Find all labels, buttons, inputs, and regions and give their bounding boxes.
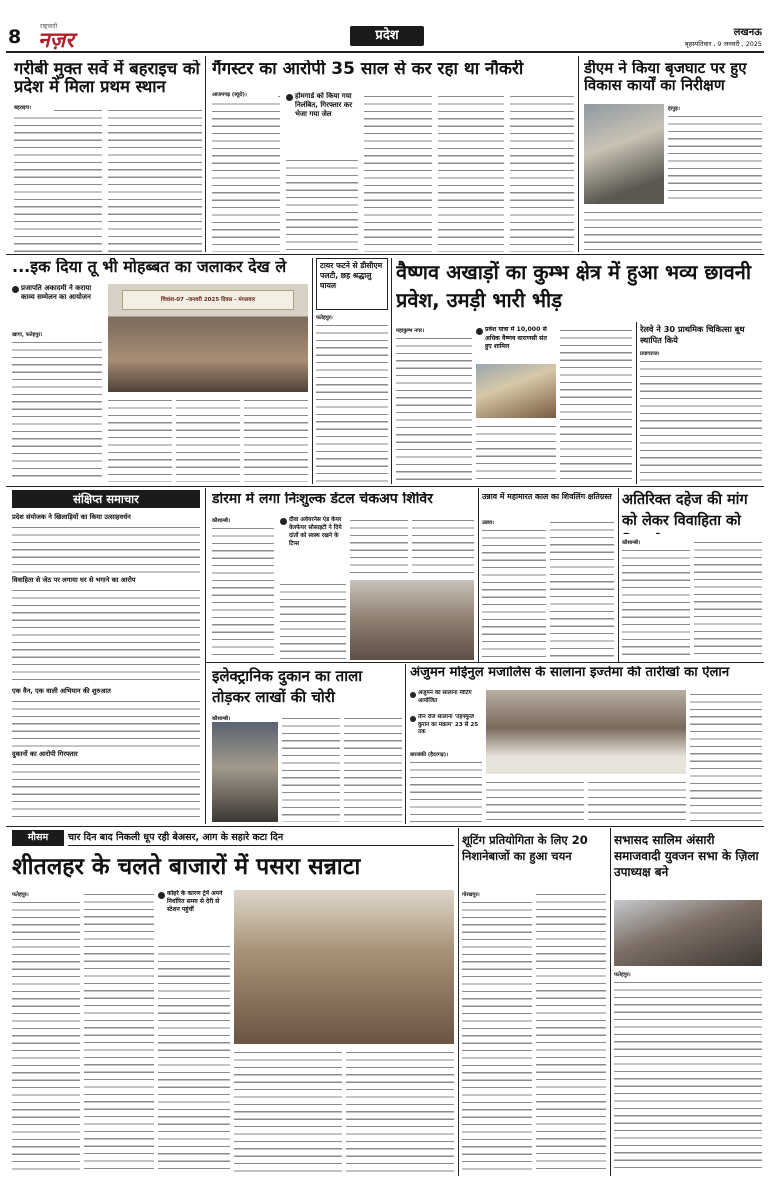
dateline-gorakhpur: गोरखपुर। xyxy=(462,892,480,898)
story-body-dcm xyxy=(316,321,388,482)
news-photo-dental-camp xyxy=(350,580,474,660)
story-body-weather-2 xyxy=(84,890,154,1174)
story-body-gangster-4 xyxy=(438,92,504,252)
gangster-sidebar xyxy=(286,92,358,152)
dental-sidebar xyxy=(280,516,346,576)
news-photo-anjuman-meeting xyxy=(486,690,686,774)
anjuman-side-2-text: तीन रोज सालाना 'तहफ्फुजे कुरान का मक़ाम' 23 से 25 तक xyxy=(418,714,479,736)
dateline-kaushambi-dental: कौशाम्बी। xyxy=(212,518,231,524)
story-body-dowry-2 xyxy=(694,538,762,660)
gangster-sidebar-text: होमगार्ड को किया गया निलंबित, गिरफ्तार कर भेजा गया जेल xyxy=(295,92,353,118)
col-rule-6 xyxy=(205,488,206,824)
brief-item4-body xyxy=(12,760,200,822)
row-rule-3 xyxy=(206,662,764,663)
story-body-poetry-4 xyxy=(244,396,308,482)
dateline-kaushambi-dowry: कौशाम्बी। xyxy=(622,540,641,546)
brief-item2-body xyxy=(12,586,200,684)
news-photo-dm-inspection xyxy=(584,104,664,204)
circle-bullet-icon xyxy=(286,94,293,101)
col-rule-4 xyxy=(391,258,392,484)
dateline-gangster: आजमगढ़ (ब्यूरो)। xyxy=(212,90,278,98)
circle-bullet-icon xyxy=(410,692,416,698)
circle-bullet-icon xyxy=(280,518,287,525)
story-body-anjuman-3 xyxy=(588,778,686,822)
story-body-akhada-3 xyxy=(560,326,632,484)
circle-bullet-icon xyxy=(476,328,483,335)
col-rule-3 xyxy=(312,258,313,484)
akhada-sidebar xyxy=(476,326,556,362)
story-body-dental-2 xyxy=(280,580,346,660)
story-body-weather-5 xyxy=(346,1048,454,1174)
col-rule-5 xyxy=(636,322,637,484)
paper-logo: नज़र xyxy=(38,28,74,50)
event-banner: चित्रांश-07 -जनवरी 2025 दिवस - मंगलवार xyxy=(122,290,294,310)
story-body-dowry-1 xyxy=(622,546,690,660)
news-photo-shop-theft xyxy=(212,722,278,822)
headline-unnao-shivling: उन्नाव में महामारत काल का शिवलिंग क्षतिग्रस्त xyxy=(482,492,612,501)
story-body-dental-4 xyxy=(412,516,474,576)
dateline-unnao: उन्नाव। xyxy=(482,520,494,526)
story-body-weather-3 xyxy=(158,942,230,1174)
story-body-hapur-2 xyxy=(584,208,762,252)
brief-item3-body xyxy=(12,697,200,747)
story-body-weather-1 xyxy=(12,898,80,1174)
dateline-prayagraj: प्रयागराज। xyxy=(640,351,660,357)
brief-item1-title: प्रदेश संयोजक ने खिलाड़ियों का किया उत्साहवर्धन xyxy=(12,513,131,521)
headline-shooting: शूटिंग प्रतियोगिता के लिए 20 निशानेबाजों का हुआ चयन xyxy=(462,833,588,863)
circle-bullet-icon xyxy=(410,716,416,722)
story-body-bahraich-1 xyxy=(14,106,102,254)
dateline-kaushambi-theft: कौशाम्बी। xyxy=(212,716,231,722)
story-body-akhada-2 xyxy=(476,422,556,484)
paper-tagline: राष्ट्रवादी xyxy=(40,23,58,30)
headline-cold-wave: शीतलहर के चलते बाजारों में पसरा सन्नाटा xyxy=(12,854,361,880)
brief-item3-title: एक वैन, एक वाली अभियान की शुरुआत xyxy=(12,687,111,695)
story-body-dental-1 xyxy=(212,524,274,660)
story-body-gangster-5 xyxy=(510,92,574,252)
row-rule-4 xyxy=(6,826,764,827)
story-body-gangster-1 xyxy=(212,92,280,252)
story-body-gangster-2 xyxy=(286,156,358,252)
story-body-salim xyxy=(614,978,762,1174)
headline-hapur-dm: डीएम ने किया बृजघाट पर हुए विकास कार्यों का निरीक्षण xyxy=(584,60,747,94)
headline-dcm-box xyxy=(316,258,388,310)
col-rule-2 xyxy=(578,56,579,252)
issue-date: बृहस्पतिवार , 9 जनवरी , 2025 xyxy=(685,40,762,48)
headline-gangster: गैंगस्टर का आरोपी 35 साल से कर रहा था नौकरी xyxy=(212,60,524,79)
headline-salim-ansari: सभासद सालिम अंसारी समाजवादी युवजन सभा के ज़िला उपाध्यक्ष बने xyxy=(614,833,759,879)
brief-item1-body xyxy=(12,523,200,573)
headline-anjuman: अंजुमन मोईनुल मजालिस के सालाना इज्तेमा की तारीखों का ऐलान xyxy=(410,666,730,680)
story-body-anjuman-1 xyxy=(410,758,482,822)
col-rule-10 xyxy=(458,828,459,1176)
story-body-anjuman-4 xyxy=(690,690,762,822)
weather-sidebar-text: कोहरे के कारण ट्रेनें अपने निर्धारित समय से देरी से स्टेशन पहुंचीं xyxy=(167,890,223,914)
akhada-sidebar-text: प्रवेश यात्रा में 10,000 से अधिक वैष्णव वाराणसी संत हुए शामिल xyxy=(485,326,547,351)
dateline-hapur: हापुड़। xyxy=(668,106,680,112)
dateline-haidergarh: बाराबंकी (हैदरगढ़)। xyxy=(410,752,449,758)
section-label: प्रदेश xyxy=(350,26,424,46)
dateline-bahraich: बहराइच। xyxy=(14,103,54,111)
headline-theft: इलेक्ट्रानिक दुकान का ताला तोड़कर लाखों की चोरी xyxy=(212,667,363,706)
col-rule-9 xyxy=(405,664,406,824)
col-rule-7 xyxy=(478,488,479,662)
anjuman-side-2 xyxy=(410,714,482,746)
story-body-theft-1 xyxy=(282,714,340,822)
story-body-unnao-2 xyxy=(550,518,614,660)
dateline-fatehpur-dcm: फतेहपुर। xyxy=(316,315,333,321)
row-rule-1 xyxy=(6,254,764,255)
brief-item4-title: दुकानों का आरोपी गिरफ्तार xyxy=(12,750,78,758)
story-body-hapur-1 xyxy=(668,112,762,204)
headline-dcm: टायर फटने से डीसीएम पलटी, छह श्रद्धालु घायल xyxy=(320,261,383,290)
story-body-weather-4 xyxy=(234,1048,342,1174)
story-body-poetry-2 xyxy=(108,396,172,482)
dental-sidebar-text: दीवा अवेयरनेस एंड केयर वेलफेयर सोसाइटी ने दिये दांतों को स्वस्थ रखने के टिप्स xyxy=(289,517,342,547)
headline-poetry: ...इक दिया तू भी मोहब्बत का जलाकर देख ले xyxy=(12,258,287,276)
circle-bullet-icon xyxy=(12,286,19,293)
story-body-akhada-1 xyxy=(396,334,472,484)
anjuman-side-1 xyxy=(410,690,482,712)
dateline-fatehpur-salim: फतेहपुर। xyxy=(614,972,631,978)
headline-dental-camp: डोरमा में लगा निःशुल्क डेंटल चेकअप शिविर xyxy=(212,492,433,507)
col-rule-1 xyxy=(205,56,206,252)
story-body-shooting-1 xyxy=(462,898,532,1174)
circle-bullet-icon xyxy=(158,892,165,899)
story-body-poetry-3 xyxy=(176,396,240,482)
story-body-anjuman-2 xyxy=(486,778,584,822)
weather-kicker: चार दिन बाद निकली धूप रही बेअसर, आग के सहारे कटा दिन xyxy=(68,830,454,846)
headline-dowry: अतिरिक्त दहेज की मांग को लेकर विवाहिता को xyxy=(622,492,748,529)
col-rule-11 xyxy=(610,828,611,1176)
story-body-bahraich-2 xyxy=(108,106,202,254)
row-rule-2 xyxy=(6,486,764,487)
anjuman-side-1-text: अंजुमन की सालाना मीटिंग आयोजित xyxy=(418,690,472,704)
story-body-gangster-3 xyxy=(364,92,432,252)
story-body-theft-2 xyxy=(344,714,402,822)
story-body-shooting-2 xyxy=(536,890,606,1174)
news-photo-salim-ansari xyxy=(614,900,762,966)
page-number: 8 xyxy=(8,26,22,48)
story-body-poetry-1 xyxy=(12,338,102,482)
news-photo-cold-market xyxy=(234,890,454,1044)
masthead-rule xyxy=(6,51,764,53)
headline-railway: रेलवे ने 30 प्राथमिक चिकित्सा बूथ स्थापित किये xyxy=(640,324,745,345)
poetry-sidebar xyxy=(12,284,102,328)
dateline-mahakumbh: महाकुम्भ नगर। xyxy=(396,328,425,334)
poetry-sidebar-text: प्रजापति अकादमी ने कराया काव्य सम्मेलन का आयोजन xyxy=(21,284,92,301)
story-body-railway xyxy=(640,357,762,484)
news-photo-akhada-procession xyxy=(476,364,556,418)
weather-label: मौसम xyxy=(12,830,64,846)
brief-item2-title: विवाहिता से जेठ पर लगाया घर से भगाने का आरोप xyxy=(12,576,136,584)
dateline-khaga: खागा, फतेहपुर। xyxy=(12,332,43,338)
brief-heading: संक्षिप्त समाचार xyxy=(12,490,200,508)
story-body-unnao-1 xyxy=(482,526,546,660)
news-photo-poetry-event xyxy=(108,284,308,392)
weather-sidebar xyxy=(158,890,230,938)
headline-bahraich: गरीबी मुक्त सर्वे में बहराइच को प्रदेश में मिला प्रथम स्थान xyxy=(14,60,200,97)
headline-akhada: वैष्णव अखाड़ों का कुम्भ क्षेत्र में हुआ भव्य छावनी प्रवेश, उमड़ी भारी भीड़ xyxy=(396,260,752,312)
dateline-fatehpur-weather: फतेहपुर। xyxy=(12,892,29,898)
col-rule-8 xyxy=(618,488,619,662)
story-body-dental-3 xyxy=(350,516,408,576)
city-label: लखनऊ xyxy=(733,27,762,37)
